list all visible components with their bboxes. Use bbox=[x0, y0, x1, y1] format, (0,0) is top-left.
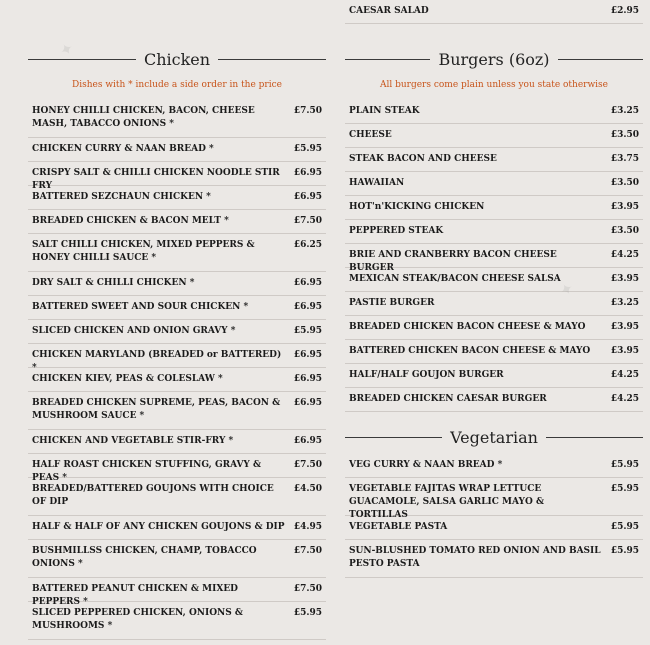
item-name: SALT CHILLI CHICKEN, MIXED PEPPERS & HONEY CHILLI SAUCE * bbox=[32, 240, 255, 263]
item-name: BREADED CHICKEN CAESAR BURGER bbox=[349, 394, 547, 404]
item-price: £5.95 bbox=[610, 546, 639, 556]
watermark-star: ✦ bbox=[56, 37, 78, 62]
menu-item bbox=[28, 272, 326, 296]
item-name: SUN-BLUSHED TOMATO RED ONION AND BASIL PESTO PASTA bbox=[349, 546, 601, 569]
item-name: STEAK BACON AND CHEESE bbox=[349, 154, 497, 164]
watermark-star: ✦ bbox=[556, 277, 578, 302]
burgers-section-title: Burgers (6oz) bbox=[438, 49, 550, 69]
item-price: £6.95 bbox=[293, 302, 322, 312]
item-name: DRY SALT & CHILLI CHICKEN * bbox=[32, 278, 195, 288]
menu-item bbox=[345, 340, 643, 364]
header-rule-right bbox=[558, 59, 643, 60]
item-price: £6.95 bbox=[293, 436, 322, 446]
item-price: £7.50 bbox=[293, 106, 322, 116]
item-price: £4.50 bbox=[293, 484, 322, 494]
item-name: BRIE AND CRANBERRY BACON CHEESE BURGER bbox=[349, 250, 557, 273]
item-name: HONEY CHILLI CHICKEN, BACON, CHEESE MASH, TABACCO ONIONS * bbox=[32, 106, 255, 129]
item-price: £2.95 bbox=[610, 6, 639, 16]
header-rule-right bbox=[546, 437, 643, 438]
item-name: BUSHMILLSS CHICKEN, CHAMP, TOBACCO ONIONS * bbox=[32, 546, 257, 569]
menu-item bbox=[345, 316, 643, 340]
item-price: £6.95 bbox=[293, 398, 322, 408]
menu-item bbox=[28, 100, 326, 138]
item-price: £5.95 bbox=[293, 326, 322, 336]
item-name: CHICKEN MARYLAND (BREADED or BATTERED) * bbox=[32, 350, 282, 373]
item-name: HOT'n'KICKING CHICKEN bbox=[349, 202, 485, 212]
chicken-item-list bbox=[28, 100, 326, 640]
item-name: SLICED CHICKEN AND ONION GRAVY * bbox=[32, 326, 236, 336]
item-name: CHEESE bbox=[349, 130, 392, 140]
menu-item bbox=[345, 124, 643, 148]
item-name: BATTERED SEZCHAUN CHICKEN * bbox=[32, 192, 211, 202]
item-price: £3.75 bbox=[610, 154, 639, 164]
menu-item bbox=[28, 392, 326, 430]
header-rule-left bbox=[28, 59, 136, 60]
menu-item bbox=[28, 430, 326, 454]
menu-item bbox=[345, 100, 643, 124]
item-name: HALF & HALF OF ANY CHICKEN GOUJONS & DIP bbox=[32, 522, 285, 532]
item-name: PEPPERED STEAK bbox=[349, 226, 444, 236]
vegetarian-section-header bbox=[345, 426, 643, 448]
item-name: BREADED/BATTERED GOUJONS WITH CHOICE OF DIP bbox=[32, 484, 274, 507]
item-name: VEGETABLE PASTA bbox=[349, 522, 448, 532]
item-name: BATTERED CHICKEN BACON CHEESE & MAYO bbox=[349, 346, 591, 356]
menu-item bbox=[345, 196, 643, 220]
item-price: £6.25 bbox=[293, 240, 322, 250]
item-name: BATTERED PEANUT CHICKEN & MIXED PEPPERS * bbox=[32, 584, 238, 607]
menu-item bbox=[28, 454, 326, 483]
menu-item bbox=[345, 220, 643, 244]
item-price: £6.95 bbox=[293, 168, 322, 178]
menu-item bbox=[345, 388, 643, 412]
item-name: SLICED PEPPERED CHICKEN, ONIONS & MUSHROOMS * bbox=[32, 608, 244, 631]
item-price: £7.50 bbox=[293, 460, 322, 470]
item-price: £3.25 bbox=[610, 106, 639, 116]
item-name: BREADED CHICKEN & BACON MELT * bbox=[32, 216, 229, 226]
header-rule-left bbox=[345, 59, 430, 60]
item-name: VEGETABLE FAJITAS WRAP LETTUCE GUACAMOLE, SALSA GARLIC MAYO & TORTILLAS bbox=[349, 484, 545, 520]
item-name: HALF/HALF GOUJON BURGER bbox=[349, 370, 504, 380]
item-price: £3.95 bbox=[610, 202, 639, 212]
burger-item-list bbox=[345, 100, 643, 412]
menu-item bbox=[28, 540, 326, 578]
item-price: £4.95 bbox=[293, 522, 322, 532]
menu-item bbox=[28, 516, 326, 540]
item-price: £3.50 bbox=[610, 226, 639, 236]
item-price: £5.95 bbox=[293, 608, 322, 618]
menu-item bbox=[345, 478, 643, 520]
item-name: CRISPY SALT & CHILLI CHICKEN NOODLE STIR FRY bbox=[32, 168, 280, 191]
burgers-section-header bbox=[345, 48, 643, 70]
item-price: £3.95 bbox=[610, 274, 639, 284]
menu-item-caesar-salad bbox=[345, 0, 643, 24]
item-price: £6.95 bbox=[293, 350, 322, 360]
item-name: BATTERED SWEET AND SOUR CHICKEN * bbox=[32, 302, 249, 312]
menu-item bbox=[28, 296, 326, 320]
item-name: BREADED CHICKEN BACON CHEESE & MAYO bbox=[349, 322, 586, 332]
item-price: £3.25 bbox=[610, 298, 639, 308]
item-name: VEG CURRY & NAAN BREAD * bbox=[349, 460, 503, 470]
item-price: £6.95 bbox=[293, 192, 322, 202]
item-price: £5.95 bbox=[610, 484, 639, 494]
item-name: CHICKEN KIEV, PEAS & COLESLAW * bbox=[32, 374, 223, 384]
item-price: £3.95 bbox=[610, 322, 639, 332]
item-price: £5.95 bbox=[610, 460, 639, 470]
menu-item bbox=[28, 320, 326, 344]
menu-item bbox=[28, 210, 326, 234]
item-name: CAESAR SALAD bbox=[349, 6, 429, 16]
item-name: HALF ROAST CHICKEN STUFFING, GRAVY & PEAS * bbox=[32, 460, 262, 483]
vegetarian-item-list bbox=[345, 454, 643, 578]
vegetarian-section-title: Vegetarian bbox=[450, 427, 538, 447]
item-price: £6.95 bbox=[293, 278, 322, 288]
menu-item bbox=[28, 578, 326, 607]
item-price: £5.95 bbox=[293, 144, 322, 154]
item-price: £3.50 bbox=[610, 178, 639, 188]
menu-item bbox=[345, 364, 643, 388]
item-price: £7.50 bbox=[293, 584, 322, 594]
item-name: CHICKEN CURRY & NAAN BREAD * bbox=[32, 144, 214, 154]
header-rule-right bbox=[218, 59, 326, 60]
header-rule-left bbox=[345, 437, 442, 438]
menu-item bbox=[345, 540, 643, 578]
menu-item bbox=[28, 344, 326, 373]
chicken-column bbox=[28, 48, 326, 640]
item-price: £4.25 bbox=[610, 394, 639, 404]
item-name: MEXICAN STEAK/BACON CHEESE SALSA bbox=[349, 274, 561, 284]
right-column bbox=[345, 0, 643, 578]
menu-item bbox=[28, 602, 326, 640]
menu-item bbox=[345, 172, 643, 196]
item-price: £7.50 bbox=[293, 546, 322, 556]
item-name: PLAIN STEAK bbox=[349, 106, 420, 116]
item-price: £6.95 bbox=[293, 374, 322, 384]
menu-item bbox=[345, 244, 643, 273]
item-name: HAWAIIAN bbox=[349, 178, 405, 188]
item-price: £7.50 bbox=[293, 216, 322, 226]
item-price: £4.25 bbox=[610, 250, 639, 260]
item-price: £3.95 bbox=[610, 346, 639, 356]
chicken-section-title: Chicken bbox=[143, 49, 211, 69]
menu-item bbox=[345, 148, 643, 172]
item-price: £4.25 bbox=[610, 370, 639, 380]
menu-item bbox=[345, 292, 643, 316]
item-price: £5.95 bbox=[610, 522, 639, 532]
item-name: BREADED CHICKEN SUPREME, PEAS, BACON & MUSHROOM SAUCE * bbox=[32, 398, 281, 421]
menu-item bbox=[28, 478, 326, 516]
burgers-section-note: All burgers come plain unless you state otherwise bbox=[379, 80, 608, 90]
menu-item bbox=[28, 162, 326, 191]
menu-item bbox=[28, 234, 326, 272]
chicken-section-note: Dishes with * include a side order in the price bbox=[72, 80, 282, 90]
chicken-section-header bbox=[28, 48, 326, 70]
item-name: CHICKEN AND VEGETABLE STIR-FRY * bbox=[32, 436, 234, 446]
menu-item bbox=[28, 138, 326, 162]
menu-item bbox=[345, 454, 643, 478]
item-name: PASTIE BURGER bbox=[349, 298, 435, 308]
item-price: £3.50 bbox=[610, 130, 639, 140]
